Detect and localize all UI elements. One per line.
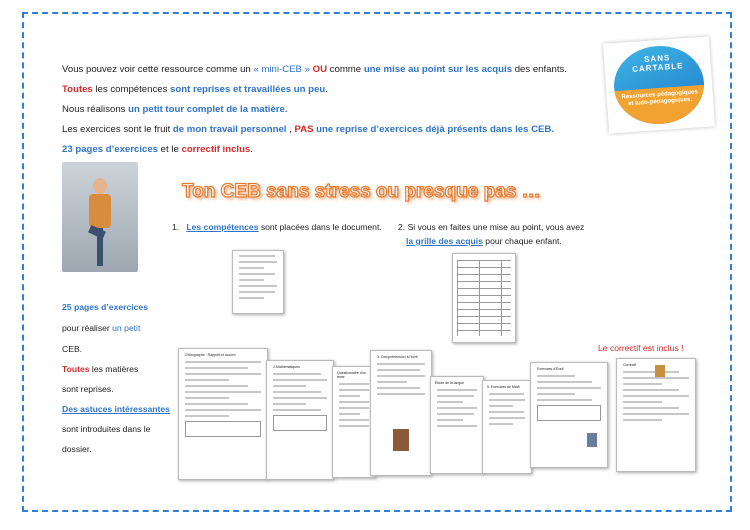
sidebar-line-4: Toutes les matières — [62, 364, 139, 374]
correctif-label: Le correctif est inclus ! — [598, 343, 684, 353]
logo-title: SANS CARTABLE — [631, 53, 684, 74]
doc-page-1: Orthographe : Rapport et accord — [178, 348, 268, 480]
grille-acquis-thumbnail — [452, 253, 516, 343]
sidebar-line-7: sont introduites dans le — [62, 424, 151, 434]
logo-subtitle: Ressources pédagogiques et ludo-pédagogiques. — [621, 89, 698, 108]
intro-line-2: Toutes les compétences sont reprises et travaillées un peu. — [62, 84, 328, 95]
intro-line-4: Les exercices sont le fruit de mon travail personnel , PAS une reprise d’exercices déjà présents dans les CEB. — [62, 124, 554, 135]
doc-page-3: Questionnaire d'un texte — [332, 366, 376, 478]
intro-line-3: Nous réalisons un petit tour complet de la matière. — [62, 104, 288, 115]
doc-page-2: 2.Mathématiques — [266, 360, 334, 480]
doc-page-4: 3. Compréhension à l'écrit — [370, 350, 432, 476]
sidebar-line-1: 25 pages d’exercices — [62, 302, 148, 312]
intro-line-5: 23 pages d’exercices et le correctif inclus. — [62, 144, 253, 155]
doc-page-8: Correctif — [616, 358, 696, 472]
sidebar-line-5: sont reprises. — [62, 384, 114, 394]
doc-page-6: 5. Exercices de Math — [482, 380, 532, 474]
banner-title: Ton CEB sans stress ou presque pas … — [182, 181, 541, 202]
doc-page-7: Exercices d'Éveil — [530, 362, 608, 468]
competences-thumbnail — [232, 250, 284, 314]
doc-page-5: Étude de la langue — [430, 376, 484, 474]
sidebar-line-3: CEB. — [62, 344, 83, 354]
point-1: 1. Les compétences sont placées dans le document. — [172, 222, 382, 232]
intro-line-1: Vous pouvez voir cette ressource comme un « mini-CEB » OU comme une mise au point sur les acquis des enfants. — [62, 64, 567, 75]
sidebar-line-6: Des astuces intéressantes — [62, 404, 170, 414]
sidebar-line-8: dossier. — [62, 444, 92, 454]
point-2-cont: la grille des acquis pour chaque enfant. — [406, 236, 562, 246]
sidebar-line-2: pour réaliser un petit — [62, 323, 141, 333]
child-yoga-photo — [62, 162, 138, 272]
sans-cartable-logo — [603, 36, 715, 133]
point-2: 2. Si vous en faites une mise au point, vous avez — [398, 222, 585, 232]
